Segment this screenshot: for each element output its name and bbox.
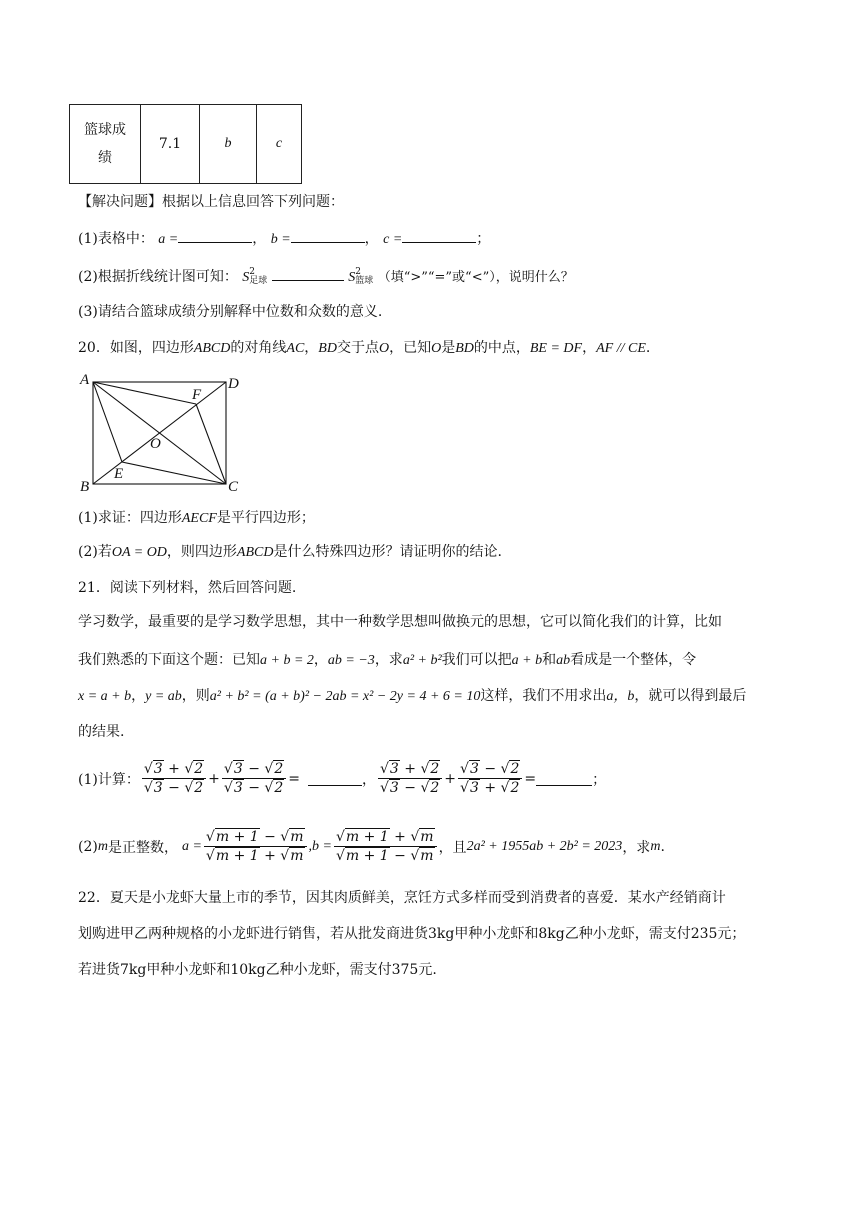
fraction-b: $\frac{√m + 1 + √m}{√m + 1 - √m}$ [334,828,437,865]
quadrilateral-figure [74,370,250,496]
segment-ae [93,382,122,462]
fraction-2: $\frac{√3 - √2}{√3 - √2}$ [222,760,286,797]
q21-part1: (1)计算： $\frac{√3 + √2}{√3 - √2}$ + $\frac{√3 - √2}{√3 - √2}$ = ， $\frac{√3 + √2}{√3 - √2}$ + $\frac{√3 - √2}{√3 + √2}$ = ； [78,761,607,796]
q20-part2: (2)若OA = OD，则四边形ABCD是什么特殊四边形？请证明你的结论. [78,544,502,560]
score-table [69,104,302,184]
fraction-3: $\frac{√3 + √2}{√3 - √2}$ [378,760,442,797]
label-c: C [228,479,239,495]
label-e: E [114,466,124,482]
answer-blank-compare[interactable] [272,266,344,281]
row-label-cell [70,105,141,184]
solve-header: 【解决问题】根据以上信息回答下列问题： [78,194,344,210]
label-b: B [80,479,90,495]
q19-part1: (1)表格中： a = ， b = ， c = ； [78,228,490,250]
label-d: D [228,376,239,392]
label-o: O [150,436,161,452]
q21-material-line4: 的结果. [78,724,125,740]
median-cell [200,105,257,184]
q21-material-line2: 我们熟悉的下面这个题：已知a + b = 2，ab = −3，求a² + b²我们可以把a + b和ab看成是一个整体，令 [78,652,697,668]
answer-blank-calc1[interactable] [308,771,362,786]
row-label: 篮球成绩 [84,122,126,166]
fraction-1: $\frac{√3 + √2}{√3 - √2}$ [142,760,206,797]
answer-blank-calc2[interactable] [536,771,592,786]
mean-cell [141,105,200,184]
table-row [70,105,302,184]
q20-part1: (1)求证：四边形AECF是平行四边形； [78,510,315,526]
mode-value: c [275,136,283,151]
q22-line2: 划购进甲乙两种规格的小龙虾进行销售，若从批发商进货3kg甲种小龙虾和8kg乙种小龙虾，需支付235元； [78,926,746,942]
q20-stem: 20．如图，四边形ABCD的对角线AC，BD交于点O，已知O是BD的中点，BE = DF，AF // CE. [78,340,651,356]
label-f: F [192,387,202,403]
q22-line1: 22．夏天是小龙虾大量上市的季节，因其肉质鲜美，烹饪方式多样而受到消费者的喜爱．某水产经销商计 [78,890,726,906]
fraction-4: $\frac{√3 - √2}{√3 + √2}$ [458,760,522,797]
mode-cell [257,105,302,184]
segment-ec [122,462,226,484]
label-a: A [80,372,90,388]
answer-blank-a[interactable] [178,228,252,243]
q21-material-line3: x = a + b，y = ab，则a² + b² = (a + b)² − 2ab = x² − 2y = 4 + 6 = 10这样，我们不用求出a，b，就可以得到最后 [78,688,747,704]
answer-blank-c[interactable] [402,228,476,243]
q22-line3: 若进货7kg甲种小龙虾和10kg乙种小龙虾，需支付375元. [78,962,437,978]
mean-value: 7.1 [158,136,182,152]
q19-part2: (2)根据折线统计图可知： S 2 足球 S 2 篮球 （填“>”“=”或“<”），说明什么？ [78,267,574,286]
q21-material-line1: 学习数学，最重要的是学习数学思想，其中一种数学思想叫做换元的思想，它可以简化我们的计算，比如 [78,614,722,630]
median-value: b [224,136,232,151]
segment-af [93,382,196,404]
answer-blank-b[interactable] [291,228,365,243]
q19-part3: (3)请结合篮球成绩分别解释中位数和众数的意义. [78,304,383,320]
q21-part2: (2) m 是正整数， a = $\frac{√m + 1 - √m}{√m + 1 + √m}$ ,b = $\frac{√m + 1 + √m}{√m + 1 - √m}$ ，且 2a² + 1955ab + 2b² = 2023 ，求 m . [78,829,665,864]
fraction-a: $\frac{√m + 1 - √m}{√m + 1 + √m}$ [204,828,307,865]
q21-stem: 21．阅读下列材料，然后回答问题. [78,580,297,596]
